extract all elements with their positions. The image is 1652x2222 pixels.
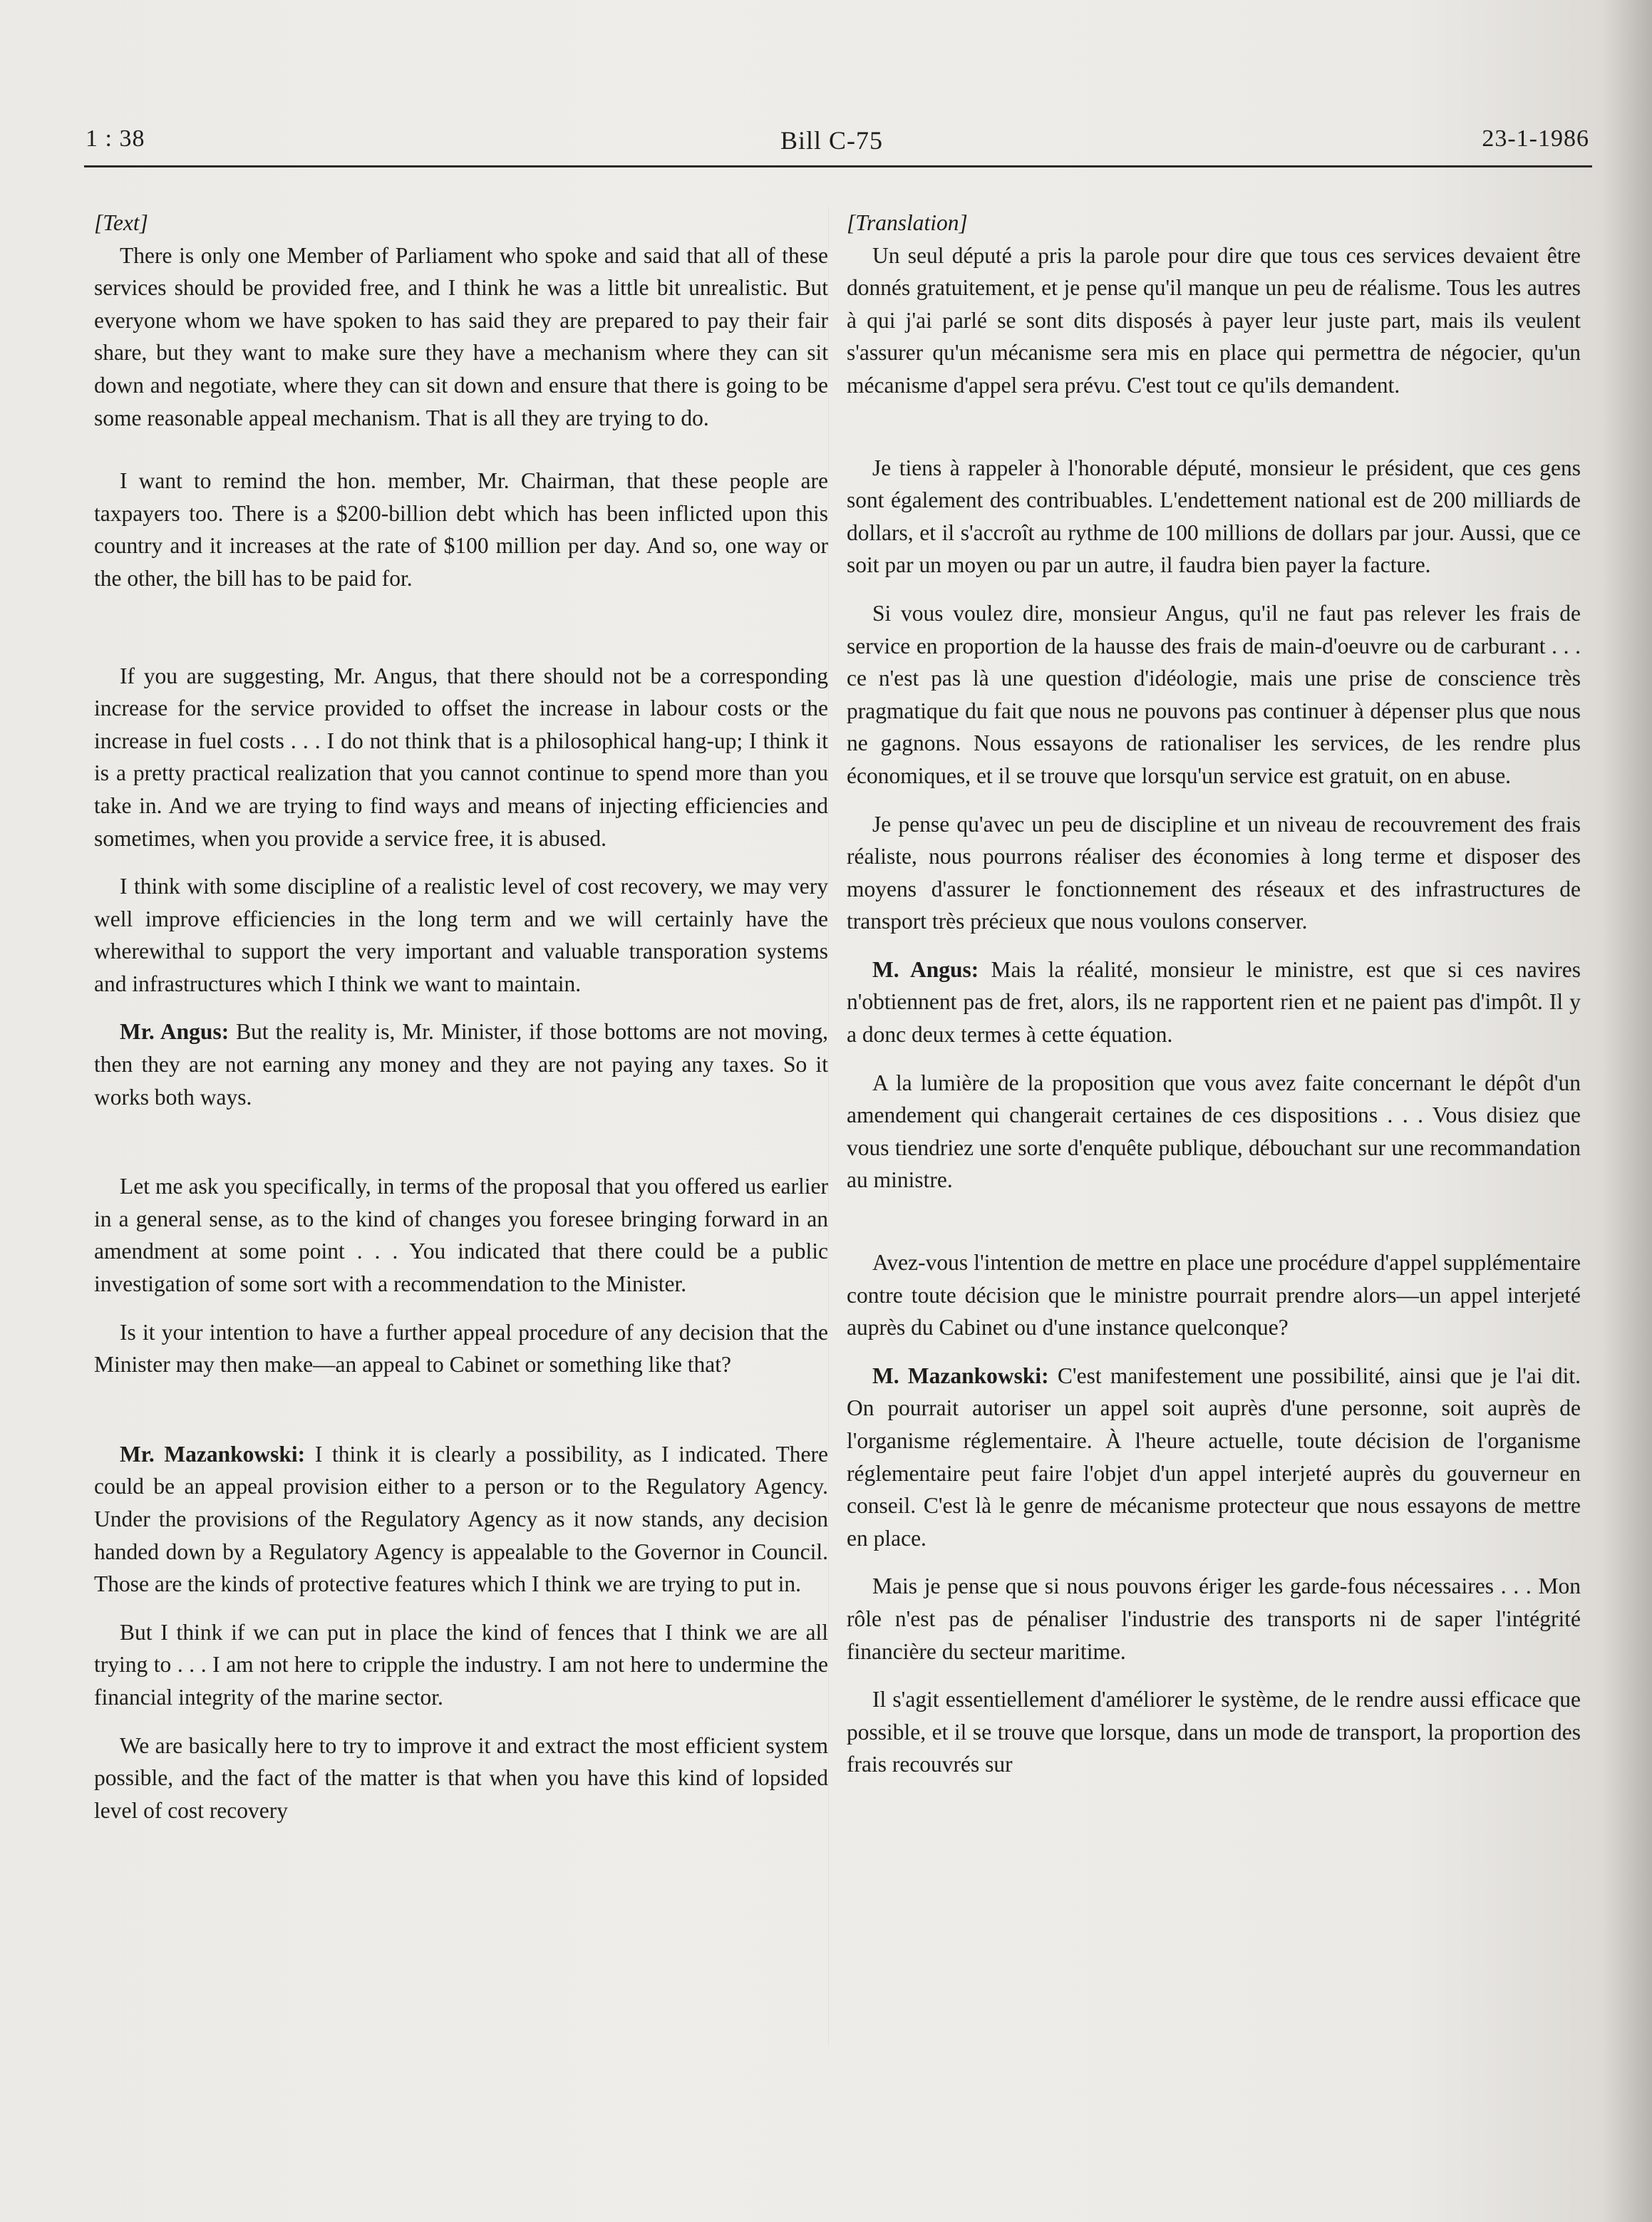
- column-gutter: [828, 207, 829, 2045]
- paragraph: But I think if we can put in place the kind of fences that I think we are all trying to . . . I am not here to cripple the industry. I am not here to undermine the financial integrity of the marine sector.: [94, 1619, 828, 1710]
- paragraph: Je pense qu'avec un peu de discipline et un niveau de recouvrement des frais réaliste, nous pourrons réaliser des économies à long terme et disposer des moyens d'assurer le fonctionnement des réseaux et des infrastructures de transport très précieux que nous voulons conserver.: [847, 811, 1581, 934]
- speaker-name: Mr. Angus:: [120, 1019, 229, 1045]
- speech-text: But the reality is, Mr. Minister, if those bottoms are not moving, then they are not earning any money and they are not paying any taxes. So it works both ways.: [94, 1019, 828, 1110]
- paragraph: Un seul député a pris la parole pour dire que tous ces services devaient être donnés gratuitement, et je pense qu'il manque un peu de réalisme. Tous les autres à qui j'ai parlé se sont dits disposés à payer leur juste part, mais ils veulent s'assurer qu'un mécanisme sera mis en place qui permettra de négocier, qu'un mécanisme d'appel sera prévu. C'est tout ce qu'ils demandent.: [847, 242, 1581, 398]
- paragraph: [847, 954, 1581, 1051]
- paragraph: Avez-vous l'intention de mettre en place une procédure d'appel supplémentaire contre toute décision que le ministre pourrait prendre alors—un appel interjeté auprès du Cabinet ou d'une instance quelconque?: [847, 1250, 1581, 1340]
- paragraph: I want to remind the hon. member, Mr. Chairman, that these people are taxpayers too. There is a $200-billion debt which has been inflicted upon this country and it increases at the rate of $100 million per day. And so, one way or the other, the bill has to be paid for.: [94, 468, 828, 591]
- paragraph: A la lumière de la proposition que vous avez faite concernant le dépôt d'un amendement qui changerait certaines de ces dispositions . . . Vous disiez que vous tiendriez une sorte d'enquête publique, débouchant sur une recommandation au ministre.: [847, 1070, 1581, 1193]
- paragraph: Is it your intention to have a further appeal procedure of any decision that the Minister may then make—an appeal to Cabinet or something like that?: [94, 1319, 828, 1378]
- speech-text: Mais la réalité, monsieur le ministre, est que si ces navires n'obtiennent pas de fret, alors, ils ne rapportent rien et ne paient pas d'impôt. Il y a donc deux termes à cette équation.: [847, 956, 1581, 1048]
- header-rule: [84, 165, 1592, 167]
- paragraph: If you are suggesting, Mr. Angus, that there should not be a corresponding increase for the service provided to offset the increase in labour costs or the increase in fuel costs . . . I do not think that is a philosophical hang-up; I think it is a pretty practical realization that you cannot continue to spend more than you take in. And we are trying to find ways and means of injecting efficiencies and sometimes, when you provide a service free, it is abused.: [94, 663, 828, 851]
- french-column: [847, 207, 1581, 1781]
- text-tag: [Text]: [94, 210, 148, 235]
- paragraph: Mais je pense que si nous pouvons ériger les garde-fous nécessaires . . . Mon rôle n'est pas de pénaliser l'industrie des transports ni de saper l'intégrité financière du secteur maritime.: [847, 1574, 1581, 1664]
- paragraph: Il s'agit essentiellement d'améliorer le système, de le rendre aussi efficace que possible, et il se trouve que lorsque, dans un mode de transport, la proportion des frais recouvrés sur: [847, 1687, 1581, 1777]
- paragraph: [94, 1016, 828, 1113]
- paragraph: We are basically here to try to improve it and extract the most efficient system possible, and the fact of the matter is that when you have this kind of lopsided level of cost recovery: [94, 1732, 828, 1823]
- paragraph: Let me ask you specifically, in terms of the proposal that you offered us earlier in a general sense, as to the kind of changes you foresee bringing forward in an amendment at some point . . . You indicated that there could be a public investigation of some sort with a recommendation to the Minister.: [94, 1174, 828, 1297]
- paragraph: There is only one Member of Parliament who spoke and said that all of these services should be provided free, and I think he was a little bit unrealistic. But everyone whom we have spoken to has said they are prepared to pay their fair share, but they want to make sure they have a mechanism where they can sit down and negotiate, where they can sit down and ensure that there is going to be some reasonable appeal mechanism. That is all they are trying to do.: [94, 242, 828, 430]
- speaker-name: M. Mazankowski:: [872, 1363, 1049, 1388]
- paragraph: Si vous voulez dire, monsieur Angus, qu'il ne faut pas relever les frais de service en proportion de la hausse des frais de main-d'oeuvre ou de carburant . . . ce n'est pas là une question d'idéologie, mais une prise de conscience très pragmatique du fait que nous ne pouvons pas continuer à dépenser plus que nous ne gagnons. Nous essayons de rationaliser les services, de les rendre plus économiques, et il se trouve que lorsqu'un service est gratuit, on en abuse.: [847, 600, 1581, 788]
- paragraph: I think with some discipline of a realistic level of cost recovery, we may very well improve efficiencies in the long term and we will certainly have the wherewithal to support the very important and valuable transporation systems and infrastructures which I think we want to maintain.: [94, 874, 828, 996]
- speaker-name: M. Angus:: [872, 956, 979, 982]
- paragraph: [94, 1438, 828, 1601]
- page-header: [86, 125, 1589, 168]
- page-edge-shadow: [1602, 0, 1652, 2222]
- english-column: [94, 207, 828, 1826]
- translation-tag: [Translation]: [847, 210, 968, 235]
- speech-text: C'est manifestement une possibilité, ainsi que je l'ai dit. On pourrait autoriser un appel soit auprès d'une personne, soit auprès de l'organisme réglementaire. À l'heure actuelle, toute décision de l'organisme réglementaire peut faire l'objet d'un appel interjeté auprès du gouverneur en conseil. C'est là le genre de mécanisme protecteur que nous essayons de mettre en place.: [847, 1363, 1581, 1551]
- speech-text: I think it is clearly a possibility, as I indicated. There could be an appeal provision either to a person or to the Regulatory Agency. Under the provisions of the Regulatory Agency as it now stands, any decision handed down by a Regulatory Agency is appealable to the Governor in Council. Those are the kinds of protective features which I think we are trying to put in.: [94, 1441, 828, 1597]
- bill-title: Bill C-75: [780, 126, 884, 155]
- speaker-name: Mr. Mazankowski:: [120, 1441, 306, 1467]
- paragraph: Je tiens à rappeler à l'honorable député, monsieur le président, que ces gens sont également des contribuables. L'endettement national est de 200 milliards de dollars, et il s'accroît au rythme de 100 millions de dollars par jour. Aussi, que ce soit par un moyen ou par un autre, il faudra bien payer la facture.: [847, 455, 1581, 578]
- sitting-date: 23-1-1986: [1482, 125, 1589, 152]
- paragraph: [847, 1360, 1581, 1555]
- page-number: 1 : 38: [86, 125, 145, 152]
